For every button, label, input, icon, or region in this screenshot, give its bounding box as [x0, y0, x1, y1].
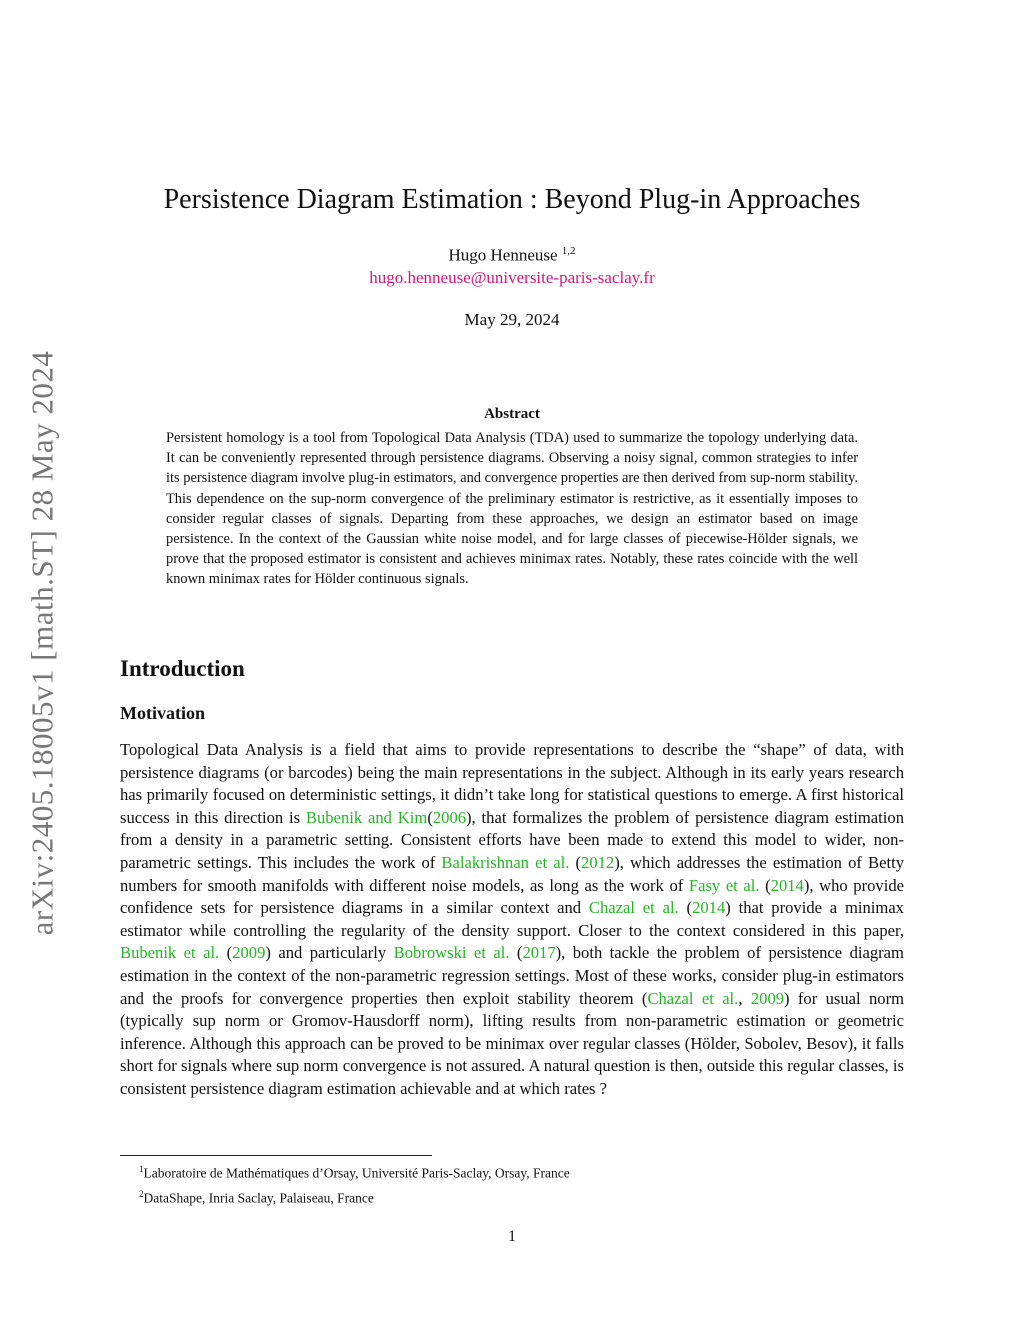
citation-chazal-2009-year[interactable]: 2009	[750, 988, 785, 1008]
author-affiliation-marks: 1,2	[561, 245, 576, 257]
citation-fasy[interactable]: Fasy et al.	[688, 875, 760, 895]
footnote-divider	[120, 1155, 432, 1156]
citation-bobrowski[interactable]: Bobrowski et al.	[393, 943, 510, 963]
citation-chazal-2014[interactable]: Chazal et al.	[588, 898, 679, 918]
text-segment: ), who provide confidence sets for persistence diagrams in a similar context and	[120, 875, 904, 918]
footnote-text: Laboratoire de Mathématiques d’Orsay, Université Paris-Saclay, Orsay, France	[143, 1165, 570, 1181]
citation-bubenik-2009-year[interactable]: 2009	[232, 943, 266, 963]
motivation-heading: Motivation	[120, 703, 205, 723]
citation-balakrishnan-year[interactable]: 2012	[581, 852, 615, 872]
text-segment: (	[569, 852, 582, 872]
motivation-paragraph	[120, 739, 904, 1101]
citation-bubenik-kim[interactable]: Bubenik and Kim	[305, 807, 428, 827]
text-segment: (	[219, 943, 233, 963]
paper-title: Persistence Diagram Estimation : Beyond Plug-in Approaches	[163, 184, 861, 215]
text-segment: (	[759, 875, 771, 895]
text-segment: ,	[738, 988, 751, 1008]
text-segment: ), both tackle the problem of persistence diagram estimation in the context of the non-parametric regression settings. Most of these works, consider plug-in estimators and the proofs for convergence properties then exploit stability theorem (	[120, 943, 904, 1008]
arxiv-stamp	[20, 330, 64, 956]
footnotes	[139, 1159, 570, 1208]
citation-chazal-2009[interactable]: Chazal et al.	[647, 988, 739, 1008]
author-email-link[interactable]: hugo.henneuse@universite-paris-saclay.fr	[369, 268, 655, 287]
citation-balakrishnan[interactable]: Balakrishnan et al.	[441, 852, 570, 872]
author-name: Hugo Henneuse	[448, 245, 558, 265]
text-segment: (	[509, 943, 523, 963]
text-segment: ) and particularly	[265, 943, 394, 963]
footnote-text: DataShape, Inria Saclay, Palaiseau, France	[143, 1190, 374, 1205]
text-segment: ), that formalizes the problem of persistence diagram estimation from a density in a parametric setting. Consistent efforts have been made to extend this model to wider, non-parametric settings. This includes the work of	[120, 807, 904, 872]
abstract-text: Persistent homology is a tool from Topological Data Analysis (TDA) used to summarize the topology underlying data. It can be conveniently represented through persistence diagrams. Observing a noisy signal, common strategies to infer its persistence diagram involve plug-in estimators, and convergence properties are then derived from sup-norm stability. This dependence on the sup-norm convergence of the preliminary estimator is restrictive, as it essentially imposes to consider regular classes of signals. Departing from these approaches, we design an estimator based on image persistence. In the context of the Gaussian white noise model, and for large classes of piecewise-Hölder signals, we prove that the proposed estimator is consistent and achieves minimax rates. Notably, these rates coincide with the well known minimax rates for Hölder continuous signals.	[166, 430, 858, 588]
text-segment: (	[427, 807, 433, 827]
footnote-mark: 2	[139, 1188, 144, 1199]
citation-bubenik-2009[interactable]: Bubenik et al.	[120, 943, 220, 963]
text-segment: ) for usual norm (typically sup norm or Gromov-Hausdorff norm), lifting results from non-parametric estimation or geometric inference. Although this approach can be proved to be minimax over regular classes (Hölder, Sobolev, Besov), it falls short for signals where sup norm convergence is not assured. A natural question is then, outside this regular classes, is consistent persistence diagram estimation achievable and at which rates ?	[120, 988, 905, 1098]
citation-bobrowski-year[interactable]: 2017	[522, 943, 556, 963]
paper-date: May 29, 2024	[464, 310, 560, 329]
text-segment: ) that provide a minimax estimator while controlling the regularity of the density support. Closer to the context considered in this paper,	[120, 898, 904, 940]
introduction-heading: Introduction	[120, 656, 245, 681]
citation-chazal-2014-year[interactable]: 2014	[692, 898, 726, 918]
text-segment: Topological Data Analysis is a field that aims to provide representations to describe the “shape” of data, with persistence diagrams (or barcodes) being the main representations in the subject. Although in its early years research has primarily focused on deterministic settings, it didn’t take long for statistical questions to emerge. A first historical success in this direction is	[120, 740, 904, 827]
footnote-mark: 1	[139, 1164, 144, 1174]
page-number: 1	[508, 1228, 516, 1245]
citation-bubenik-kim-year[interactable]: 2006	[432, 807, 467, 827]
text-segment: ), which addresses the estimation of Betty numbers for smooth manifolds with different noise models, as long as the work of	[120, 852, 904, 895]
arxiv-id: arXiv:2405.18005v1 [math.ST] 28 May 2024	[24, 350, 60, 936]
footnote-2	[139, 1184, 570, 1209]
author-line	[0, 245, 1024, 266]
footnote-1	[139, 1159, 570, 1184]
abstract-heading: Abstract	[484, 406, 540, 422]
citation-fasy-year[interactable]: 2014	[770, 875, 804, 895]
text-segment: (	[678, 898, 693, 918]
